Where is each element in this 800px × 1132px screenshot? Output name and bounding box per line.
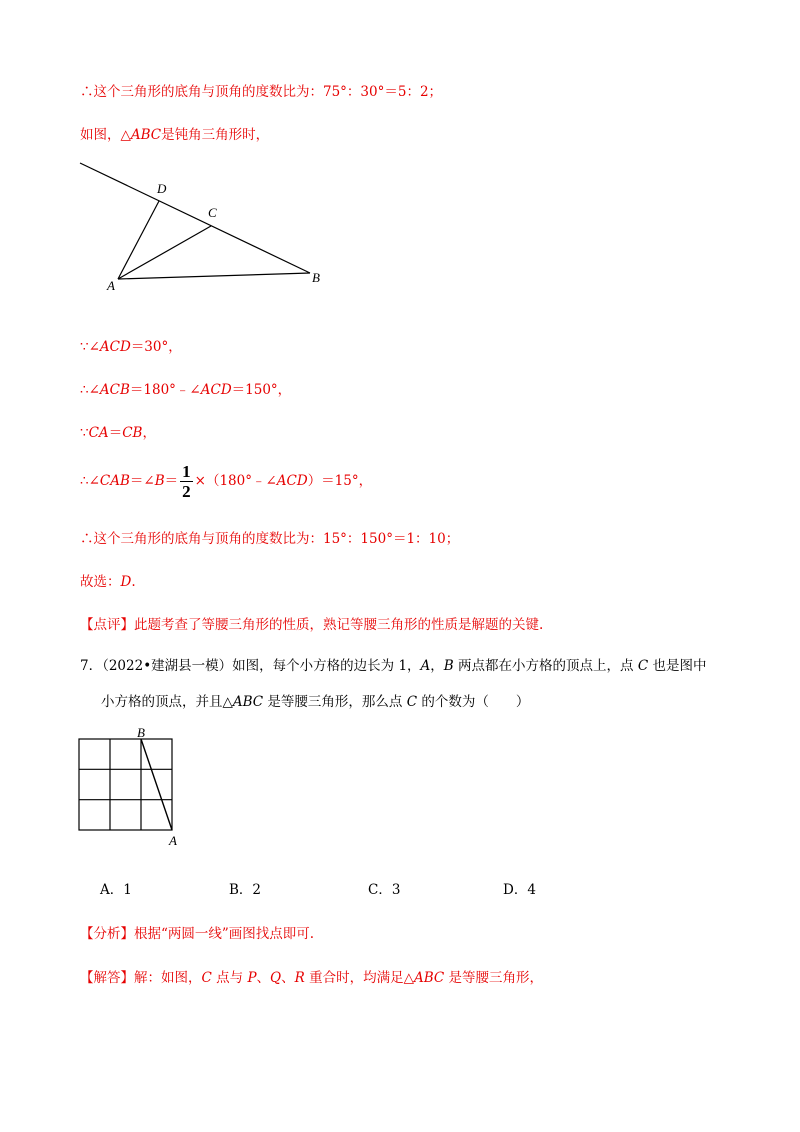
text: 7．（2022•建湖县一模）如图，每个小方格的边长为 1， xyxy=(80,658,421,674)
var: ACB xyxy=(99,382,130,398)
var: ABC xyxy=(130,127,162,143)
text: ∴这个三角形的底角与顶角的度数比为：15°：150°＝1：10； xyxy=(80,531,460,547)
label-a: A xyxy=(107,278,115,293)
text: ＝ xyxy=(164,473,179,489)
text: ∴∠ xyxy=(80,382,100,398)
text: 重合时，均满足△ xyxy=(304,970,414,986)
obtuse-triangle-figure xyxy=(78,160,338,295)
segment-ab xyxy=(118,273,310,279)
text: 是等腰三角形，那么点 xyxy=(263,694,407,710)
question-7-line-2 xyxy=(101,690,529,710)
text: C．3 xyxy=(368,882,401,898)
var: A xyxy=(420,658,431,674)
segment-ab xyxy=(141,739,172,830)
option-c[interactable] xyxy=(368,878,400,898)
text: B．2 xyxy=(229,882,262,898)
label-d: D xyxy=(157,181,167,196)
grid-lines xyxy=(79,739,172,830)
answer-letter: D xyxy=(120,574,132,590)
angle-cab-line xyxy=(80,463,372,500)
grid-figure xyxy=(75,722,185,852)
var: ACD xyxy=(99,339,131,355)
var: P xyxy=(247,970,257,986)
text: 两点都在小方格的顶点上，点 xyxy=(453,658,638,674)
text: 、 xyxy=(256,970,271,986)
var: R xyxy=(294,970,305,986)
denominator: 2 xyxy=(182,482,191,501)
text: 、 xyxy=(281,970,295,986)
text: 如图，△ xyxy=(80,127,131,143)
text: 小方格的顶点，并且△ xyxy=(101,694,233,710)
text: ∵∠ xyxy=(80,339,100,355)
text: . xyxy=(131,574,136,590)
solution-line-ratio-15-150 xyxy=(80,527,459,547)
text: 故选： xyxy=(80,574,121,590)
comment-line xyxy=(80,613,543,633)
var: CB xyxy=(122,425,143,441)
text: 也是图中 xyxy=(648,658,707,674)
solution-line xyxy=(80,966,543,986)
text: ＝∠ xyxy=(129,473,155,489)
text: ×（180°﹣∠ xyxy=(194,473,277,489)
text: 是钝角三角形时， xyxy=(161,127,270,143)
ca-equals-cb-line xyxy=(80,421,156,441)
text: 【点评】此题考查了等腰三角形的性质，熟记等腰三角形的性质是解题的关键. xyxy=(80,617,544,633)
text: ， xyxy=(430,658,444,674)
text: 点与 xyxy=(211,970,248,986)
text: ＝30°， xyxy=(130,339,182,355)
var: ACD xyxy=(200,382,232,398)
label: 【分析】 xyxy=(80,926,134,942)
var: B xyxy=(443,658,454,674)
line-dcb xyxy=(80,163,310,273)
var: C xyxy=(637,658,649,674)
text: 根据“两圆一线”画图找点即可. xyxy=(134,926,315,942)
text: ， xyxy=(142,425,156,441)
var: Q xyxy=(270,970,282,986)
answer-line xyxy=(80,570,136,590)
label-a: A xyxy=(169,833,177,848)
var: C xyxy=(406,694,418,710)
var: CAB xyxy=(99,473,130,489)
text: 解：如图， xyxy=(134,970,202,986)
grid-border xyxy=(79,739,172,830)
var: CA xyxy=(88,425,109,441)
label-b: B xyxy=(137,725,145,740)
solution-line-ratio-75-30 xyxy=(80,80,442,100)
fraction-one-half xyxy=(180,463,193,500)
numerator: 1 xyxy=(182,462,191,481)
text: 的个数为（ ） xyxy=(417,694,530,710)
option-b[interactable] xyxy=(229,878,261,898)
text: ＝150°， xyxy=(231,382,292,398)
text: D．4 xyxy=(503,882,536,898)
text: 是等腰三角形， xyxy=(444,970,544,986)
text: A．1 xyxy=(100,882,132,898)
text: ＝ xyxy=(108,425,123,441)
text: ∴∠ xyxy=(80,473,100,489)
angle-acb-line xyxy=(80,378,291,398)
label-b: B xyxy=(312,270,320,285)
var: B xyxy=(154,473,165,489)
option-a[interactable] xyxy=(100,878,132,898)
var: C xyxy=(201,970,212,986)
text: ）＝15°， xyxy=(307,473,373,489)
var: ACD xyxy=(276,473,308,489)
text: ∴这个三角形的底角与顶角的度数比为：75°：30°＝5：2； xyxy=(80,84,443,100)
option-d[interactable] xyxy=(503,878,536,898)
label: 【解答】 xyxy=(80,970,134,986)
analysis-line xyxy=(80,922,314,942)
var: ABC xyxy=(413,970,445,986)
solution-line-obtuse-case xyxy=(80,123,269,143)
given-angle-acd xyxy=(80,335,182,355)
text: ＝180°﹣∠ xyxy=(129,382,201,398)
question-7-line-1 xyxy=(80,654,706,674)
label-c: C xyxy=(208,205,217,220)
text: ∵ xyxy=(80,425,89,441)
var: ABC xyxy=(232,694,264,710)
